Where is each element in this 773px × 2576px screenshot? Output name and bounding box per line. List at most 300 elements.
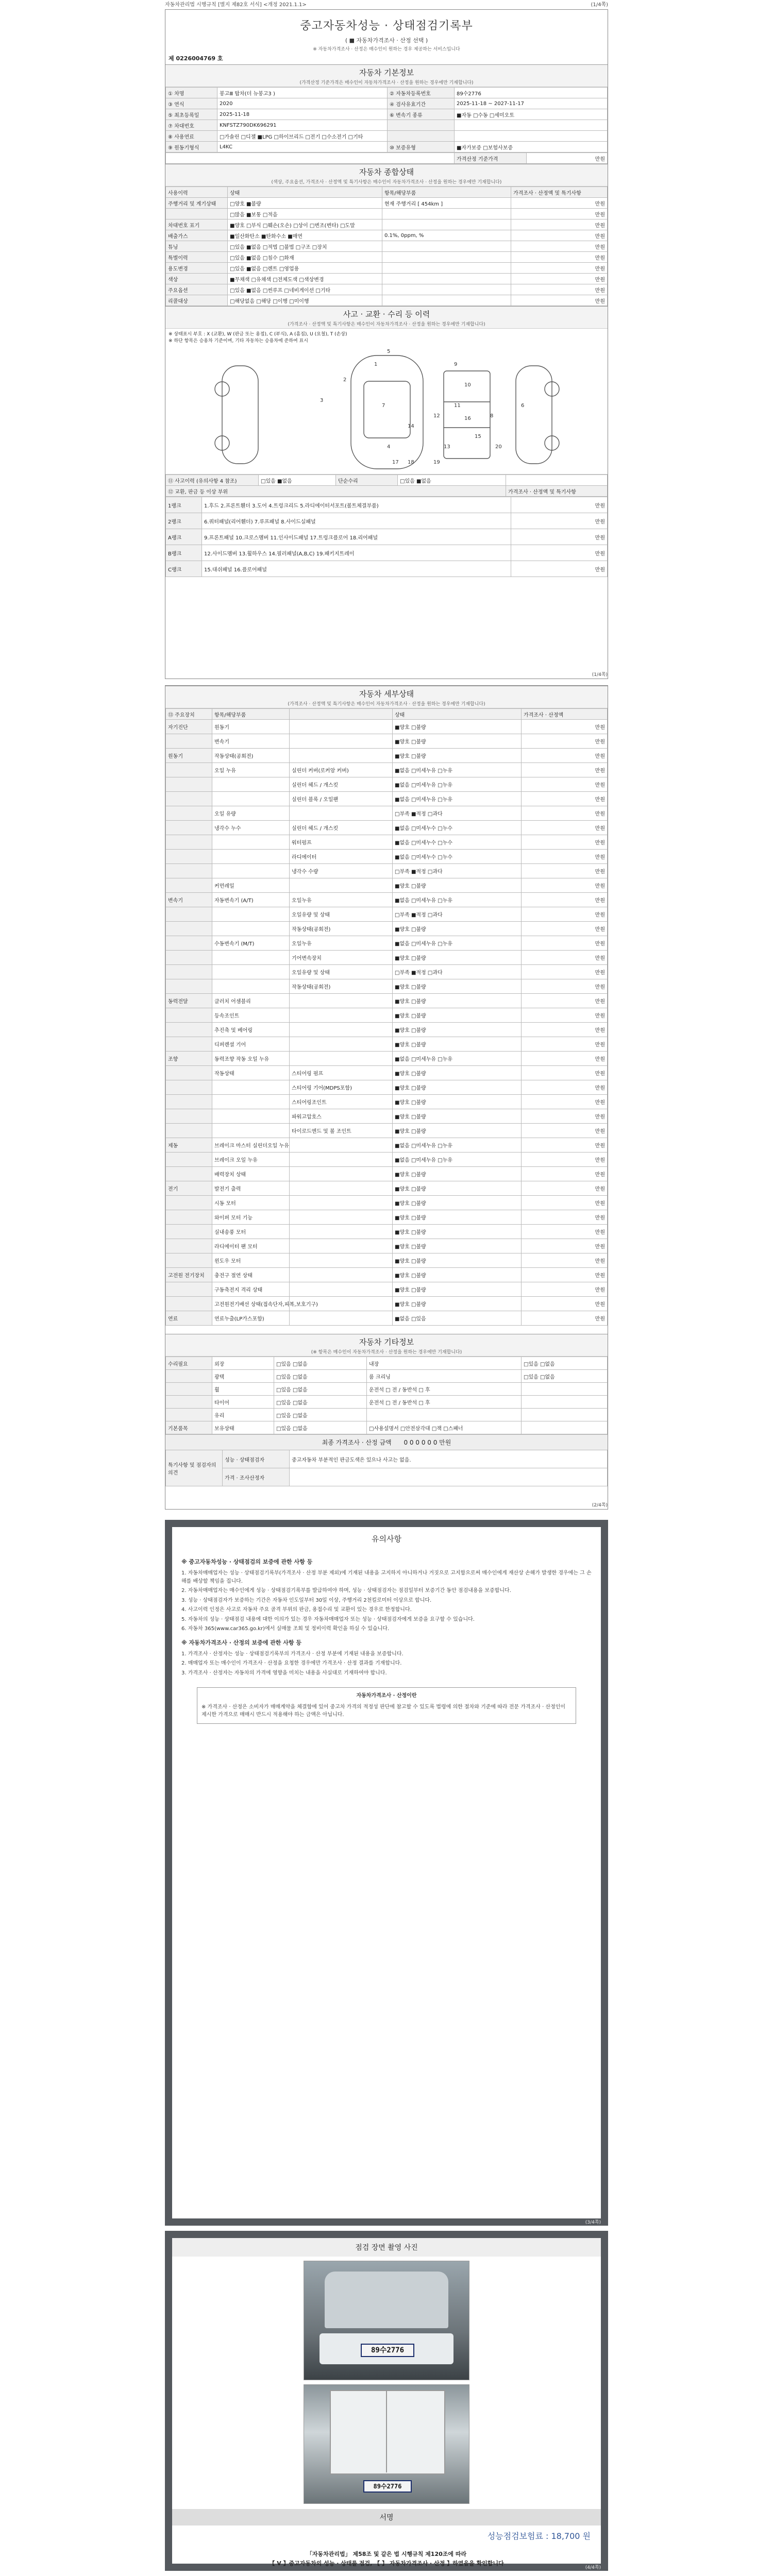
- group-label: 수리필요: [166, 1357, 212, 1370]
- top-bar: [165, 0, 608, 8]
- device-label: [166, 763, 212, 777]
- status-value: ■양호 □불량: [393, 1066, 522, 1080]
- status-value: ■양호 □불량: [393, 878, 522, 893]
- rear-plate: 89수2776: [363, 2480, 412, 2493]
- part-label: [290, 806, 393, 821]
- overall-row: [166, 263, 608, 274]
- item-label: 커먼레일: [212, 878, 290, 893]
- device-label: [166, 1196, 212, 1210]
- detail-row: [166, 1037, 608, 1052]
- device-label: [166, 1066, 212, 1080]
- car-diagram: [165, 345, 608, 474]
- rank-price: 만원: [511, 529, 608, 545]
- detail-value: 내장: [367, 1357, 522, 1370]
- price-value: 만원: [522, 763, 608, 777]
- detail-row: [166, 951, 608, 965]
- photos-title: 점검 장면 촬영 사진: [172, 2238, 601, 2257]
- rank-table: [165, 497, 608, 577]
- price-value: 만원: [522, 922, 608, 936]
- detail-row: [166, 850, 608, 864]
- item-value: [382, 284, 511, 295]
- notice-item: 2. 매매업자 또는 매수인이 가격조사 · 산정을 요청한 경우에만 가격조사 · 산정 결과를 기재합니다.: [181, 1660, 402, 1667]
- part-number-label: 8: [490, 413, 494, 419]
- item-value: [382, 252, 511, 263]
- item-label: [212, 951, 290, 965]
- col-price: 가격조사 · 산정액 및 특기사항: [511, 187, 608, 198]
- item-label: 브레이크 마스터 실린더오일 누유: [212, 1138, 290, 1153]
- part-label: 스티어링 기어(MDPS포함): [290, 1080, 393, 1095]
- status-value: ■없음 □미세누유 □누유: [393, 936, 522, 951]
- field-value: [455, 120, 608, 131]
- overall-row: [166, 274, 608, 284]
- item-label: 시동 모터: [212, 1196, 290, 1210]
- detail-row: [166, 835, 608, 850]
- price-value: 만원: [522, 1109, 608, 1124]
- price-value: 만원: [522, 864, 608, 878]
- detail-table: [165, 708, 608, 1326]
- field-label: [388, 131, 455, 142]
- item-label: 연료누출(LP가스포함): [212, 1311, 290, 1326]
- part-label: 오일유량 및 상태: [290, 965, 393, 979]
- overall-row: [166, 230, 608, 241]
- overall-row: [166, 219, 608, 230]
- status-value: ■양호 □불량: [393, 994, 522, 1008]
- rank-row: [166, 513, 608, 529]
- detail-row: [166, 878, 608, 893]
- item-label: [212, 1095, 290, 1109]
- rear-photo: [304, 2384, 469, 2504]
- part-label: [290, 1008, 393, 1023]
- basic-row: [166, 120, 608, 131]
- rank-items: 1.후드 2.프론트휀더 3.도어 4.트렁크리드 5.라디에이터서포트(볼트체결부품): [202, 497, 511, 513]
- item-label: 브레이크 오일 누유: [212, 1153, 290, 1167]
- status-value: □있음 ■없음 □적법 □불법 □구조 □장치: [228, 241, 382, 252]
- accident-table: [165, 474, 608, 497]
- status-value: □부족 ■적정 □과다: [393, 907, 522, 922]
- status-value: ■없음 □미세누수 □누수: [393, 835, 522, 850]
- notice-item: 3. 성능 · 상태점검자가 보증하는 기간은 자동차 인도일부터 30일 이상, 주행거리 2천킬로미터 이상으로 합니다.: [181, 1597, 432, 1603]
- status-value: ■양호 □불량: [393, 734, 522, 749]
- price-value: 만원: [522, 1080, 608, 1095]
- part-label: [290, 734, 393, 749]
- field-label: ⑩ 보증유형: [388, 142, 455, 152]
- overall-row: [166, 241, 608, 252]
- history-label: 색상: [166, 274, 228, 284]
- page-2: [165, 685, 608, 1510]
- overall-row: [166, 252, 608, 263]
- status-value: □있음 ■없음 □렌트 □영업용: [228, 263, 382, 274]
- document-subtitle: ( ■ 자동차가격조사 · 산정 선택 ): [345, 37, 428, 44]
- overall-section: [165, 164, 608, 187]
- car-side-right: [516, 366, 552, 464]
- legend: [165, 329, 608, 345]
- document-number: 제 0226004769 호: [169, 55, 223, 62]
- price-value: 만원: [522, 979, 608, 994]
- price-value: 만원: [511, 284, 608, 295]
- price-value: 만원: [522, 821, 608, 835]
- detail-row: [166, 1080, 608, 1095]
- status-value: ■양호 □불량: [393, 1109, 522, 1124]
- device-label: [166, 878, 212, 893]
- item-label: 자동변속기 (A/T): [212, 893, 290, 907]
- section-title: 자동차 기타정보: [359, 1337, 414, 1347]
- item-label: [212, 864, 290, 878]
- history-label: [166, 209, 228, 219]
- price-value: 만원: [511, 295, 608, 306]
- status-value: ■양호 □불량: [393, 1181, 522, 1196]
- item-label: [212, 835, 290, 850]
- detail-value: 운전석 □ 전 / 동반석 □ 후: [367, 1383, 522, 1396]
- field-label: ② 자동차등록번호: [388, 88, 455, 98]
- part-number-label: 16: [464, 416, 471, 421]
- appraisal-box: [197, 1687, 576, 1724]
- part-label: 타이로드엔드 및 볼 조인트: [290, 1124, 393, 1138]
- price-value: 만원: [522, 1023, 608, 1037]
- front-photo: [304, 2261, 469, 2380]
- status-value: ■양호 □불량: [393, 1210, 522, 1225]
- rank-price: 만원: [511, 561, 608, 577]
- basic-row: [166, 131, 608, 142]
- item-label: 라디에이터 팬 모터: [212, 1239, 290, 1253]
- status-value: ■양호 □불량: [393, 1037, 522, 1052]
- section-note: (가격조사 · 산정액 및 특기사항은 매수인이 자동차가격조사 · 산정을 원하는 경우에만 기재합니다): [288, 702, 485, 707]
- notice-heading-1: ※ 중고자동차성능 · 상태점검의 보증에 관한 사항 등: [181, 1558, 313, 1565]
- part-number-label: 14: [408, 423, 414, 429]
- page-1: [165, 9, 608, 679]
- item-label: 등속조인트: [212, 1008, 290, 1023]
- price-value: 만원: [511, 263, 608, 274]
- part-label: [290, 1239, 393, 1253]
- part-label: [290, 994, 393, 1008]
- status-value: ■양호 □부식 □훼손(오손) □상이 □변조(변타) □도말: [228, 219, 382, 230]
- detail-row: [166, 1008, 608, 1023]
- item-label: 오일 누유: [212, 763, 290, 777]
- item-label: 외장: [212, 1357, 274, 1370]
- col-status: 상태: [228, 187, 382, 198]
- rank-price: 만원: [511, 545, 608, 561]
- item-label: 변속기: [212, 734, 290, 749]
- part-number-label: 7: [382, 403, 385, 409]
- col-item: 항목/해당부품: [382, 187, 511, 198]
- accident-history-label: ⑪ 사고이력 (유의사항 4 참조): [166, 475, 259, 486]
- appraiser-label: 가격 · 조사산정자: [223, 1468, 290, 1486]
- part-label: 스티어링 펌프: [290, 1066, 393, 1080]
- part-number-label: 2: [343, 377, 347, 383]
- part-label: [290, 1196, 393, 1210]
- status-value: ■없음 □미세누유 □누유: [393, 763, 522, 777]
- item-value: [382, 263, 511, 274]
- part-number-label: 20: [495, 444, 502, 450]
- device-label: 연료: [166, 1311, 212, 1326]
- price-value: 만원: [522, 1282, 608, 1297]
- price-value: 만원: [522, 1239, 608, 1253]
- detail-row: [166, 1124, 608, 1138]
- section-note: (가격산정 기준가격은 매수인이 자동차가격조사 · 산정을 원하는 경우에만 기재합니다): [299, 80, 474, 86]
- device-label: [166, 806, 212, 821]
- status-value: □있음 □없음: [274, 1396, 367, 1409]
- device-label: 변속기: [166, 893, 212, 907]
- status-value: □해당없음 □해당 □이행 □미이행: [228, 295, 382, 306]
- overall-row: [166, 284, 608, 295]
- part-label: [290, 1253, 393, 1268]
- price-value: 만원: [522, 1210, 608, 1225]
- part-label: [290, 1052, 393, 1066]
- status-value: □있음 □없음: [274, 1383, 367, 1396]
- confirmation-line-1: 「자동차관리법」 제58조 및 같은 법 시행규칙 제120조에 따라: [306, 2551, 467, 2557]
- status-value: ■무채색 □유채색 □전체도색 □색상변경: [228, 274, 382, 284]
- detail-row: [166, 1297, 608, 1311]
- item-value: [382, 274, 511, 284]
- form-reference: 자동차관리법 시행규칙 [별지 제82호 서식] <개정 2021.1.1>: [165, 2, 307, 8]
- price-value: 만원: [522, 835, 608, 850]
- detail-row: [166, 1253, 608, 1268]
- detail-row: [166, 864, 608, 878]
- other-row: [166, 1357, 608, 1370]
- item-label: [212, 777, 290, 792]
- device-label: [166, 979, 212, 994]
- part-label: [290, 1037, 393, 1052]
- item-label: [212, 907, 290, 922]
- car-cabin: [364, 381, 410, 438]
- status-value: ■양호 □불량: [393, 979, 522, 994]
- price-value: 만원: [511, 230, 608, 241]
- field-value: 봉고Ⅲ 탑차(더 뉴봉고3 ): [217, 88, 388, 98]
- field-label: ③ 연식: [166, 98, 217, 109]
- item-value: [382, 219, 511, 230]
- rank-price: 만원: [511, 497, 608, 513]
- group-label: [166, 1409, 212, 1421]
- detail-value: 운전석 □ 전 / 동반석 □ 후: [367, 1396, 522, 1409]
- price-value: 만원: [522, 893, 608, 907]
- detail-row: [166, 893, 608, 907]
- other-row: [166, 1370, 608, 1383]
- part-label: [290, 1181, 393, 1196]
- part-label: 오일누유: [290, 936, 393, 951]
- other-row: [166, 1396, 608, 1409]
- item-value: 0.1%, 0ppm, %: [382, 230, 511, 241]
- part-label: [290, 749, 393, 763]
- item-label: 작동상태(공회전): [212, 749, 290, 763]
- field-label: ⑨ 원동기형식: [166, 142, 217, 152]
- final-price-value: 0 0 0 0 0 0 만원: [404, 1439, 451, 1446]
- item-label: 보유상태: [212, 1421, 274, 1434]
- status-value: ■양호 □불량: [393, 1167, 522, 1181]
- status-value: □부족 ■적정 □과다: [393, 965, 522, 979]
- section-note: (가격조사 · 산정액 및 특기사항은 매수인이 자동차가격조사 · 산정을 원하는 경우에만 기재합니다): [288, 322, 485, 327]
- price-value: 만원: [522, 907, 608, 922]
- col-price: 가격조사 · 산정액: [522, 709, 608, 720]
- detail-row: [166, 922, 608, 936]
- price-value: 만원: [522, 1052, 608, 1066]
- field-value: 89수2776: [455, 88, 608, 98]
- status-value: □있음 □없음: [274, 1370, 367, 1383]
- item-label: 윈도우 모터: [212, 1253, 290, 1268]
- price-value: 만원: [522, 1138, 608, 1153]
- price-value: 만원: [522, 1181, 608, 1196]
- overall-row: [166, 295, 608, 306]
- status-value: ■없음 □미세누유 □누유: [393, 777, 522, 792]
- item-label: 구동축전지 격리 상태: [212, 1282, 290, 1297]
- status-value: □많음 ■보통 □적음: [228, 209, 382, 219]
- detail-row: [166, 1282, 608, 1297]
- overall-row: [166, 209, 608, 219]
- special-table: [165, 1450, 608, 1486]
- item-label: [212, 922, 290, 936]
- overall-row: [166, 198, 608, 209]
- confirmation-note: [172, 2546, 601, 2572]
- group-label: 기본품목: [166, 1421, 212, 1434]
- cargo-box: [330, 2390, 445, 2475]
- price-value: 만원: [522, 749, 608, 763]
- group-label: [166, 1370, 212, 1383]
- price-value: 만원: [522, 806, 608, 821]
- device-label: [166, 1037, 212, 1052]
- accident-history-value: □있음 ■없음: [259, 475, 336, 486]
- rank-label: C랭크: [166, 561, 202, 577]
- detail-row: [166, 1311, 608, 1326]
- device-label: 전기: [166, 1181, 212, 1196]
- inspector-label: 성능 · 상태점검자: [223, 1450, 290, 1468]
- price-value: 만원: [522, 792, 608, 806]
- part-number-label: 17: [392, 460, 399, 465]
- field-value: 2025-11-18 ~ 2027-11-17: [455, 98, 608, 109]
- rank-label: B랭크: [166, 545, 202, 561]
- part-label: 실린더 헤드 / 개스킷: [290, 777, 393, 792]
- field-label: ① 차명: [166, 88, 217, 98]
- device-label: [166, 1167, 212, 1181]
- item-label: [212, 965, 290, 979]
- price-basis-table: [165, 152, 608, 164]
- status-value: ■없음 □미세누유 □누유: [393, 893, 522, 907]
- final-price: [165, 1434, 608, 1450]
- price-value: 만원: [522, 1268, 608, 1282]
- notice-heading-2: ※ 자동차가격조사 · 산정의 보증에 관한 사항 등: [181, 1639, 301, 1646]
- col-part: [290, 709, 393, 720]
- item-label: 클러치 어셈블리: [212, 994, 290, 1008]
- item-label: 작동상태: [212, 1066, 290, 1080]
- part-number-label: 12: [433, 413, 440, 419]
- notice-title: 유의사항: [372, 1534, 401, 1544]
- part-label: 파워고압호스: [290, 1109, 393, 1124]
- device-label: [166, 1080, 212, 1095]
- device-label: [166, 1153, 212, 1167]
- status-value: □있음 ■없음 □썬루프 □네비게이션 □기타: [228, 284, 382, 295]
- price-basis-label: 가격산정 기준가격: [455, 153, 527, 164]
- detail-row: [166, 1153, 608, 1167]
- status-value: ■없음 □미세누유 □누유: [393, 1052, 522, 1066]
- front-plate: 89수2776: [361, 2344, 414, 2357]
- part-number-label: 9: [454, 362, 458, 367]
- appraisal-box-title: 자동차가격조사 · 산정이란: [356, 1693, 417, 1699]
- history-label: 주요옵션: [166, 284, 228, 295]
- item-label: 타이어: [212, 1396, 274, 1409]
- device-label: [166, 951, 212, 965]
- rank-price: 만원: [511, 513, 608, 529]
- page-indicator: (1/4쪽): [591, 2, 608, 8]
- device-label: [166, 835, 212, 850]
- extra-value: [522, 1421, 608, 1434]
- price-value: 만원: [522, 936, 608, 951]
- field-label: ⑦ 차대번호: [166, 120, 217, 131]
- page-number: (1/4쪽): [592, 672, 608, 677]
- simple-repair-label: 단순수리: [336, 475, 398, 486]
- detail-row: [166, 1023, 608, 1037]
- device-label: 동력전달: [166, 994, 212, 1008]
- part-label: [290, 1268, 393, 1282]
- price-value: 만원: [522, 1253, 608, 1268]
- rank-row: [166, 529, 608, 545]
- section-note: (※ 항목은 매수인이 자동차가격조사 · 산정을 원하는 경우에만 기재합니다): [311, 1350, 462, 1355]
- field-value: 2025-11-18: [217, 109, 388, 120]
- status-value: ■양호 □불량: [393, 1297, 522, 1311]
- device-label: [166, 734, 212, 749]
- notice-item: 1. 가격조사 · 산정자는 성능 · 상태점검기록부의 가격조사 · 산정 부분에 기재된 내용을 보증합니다.: [181, 1651, 404, 1657]
- price-value: 만원: [522, 1124, 608, 1138]
- part-label: 작동상태(공회전): [290, 922, 393, 936]
- other-row: [166, 1383, 608, 1396]
- price-value: 만원: [522, 1066, 608, 1080]
- basic-row: [166, 109, 608, 120]
- photo-sheet: [172, 2238, 601, 2567]
- device-label: [166, 1124, 212, 1138]
- detail-row: [166, 1225, 608, 1239]
- price-value: 만원: [522, 878, 608, 893]
- part-label: 기어변속장치: [290, 951, 393, 965]
- legend-note: ※ 하단 항목은 승용차 기준이며, 기타 자동차는 승용차에 준하여 표시: [169, 338, 308, 344]
- item-label: 원동기: [212, 720, 290, 734]
- field-value: KNFSTZ790DK696291: [217, 120, 388, 131]
- appraisal-box-text: ※ 가격조사 · 산정은 소비자가 매매계약을 체결함에 있어 중고차 가격의 적정성 판단에 참고할 수 있도록 법령에 의한 절차와 기준에 따라 전문 가격조사 · 산정인이 제시한 가격으로 매매시 반드시 적용해야 하는 금액은 아닙니다.: [201, 1704, 566, 1718]
- price-value: 만원: [511, 241, 608, 252]
- item-label: 발전기 출력: [212, 1181, 290, 1196]
- device-label: [166, 821, 212, 835]
- price-value: 만원: [522, 1297, 608, 1311]
- status-value: □부족 ■적정 □과다: [393, 864, 522, 878]
- car-top: [351, 355, 423, 469]
- item-label: 유리: [212, 1409, 274, 1421]
- rank-row: [166, 561, 608, 577]
- detail-row: [166, 1268, 608, 1282]
- field-value: ■자가보증 □보험사보증: [455, 142, 608, 152]
- part-label: [290, 720, 393, 734]
- extra-value: [522, 1396, 608, 1409]
- history-label: 주행거리 및 계기상태: [166, 198, 228, 209]
- detail-row: [166, 936, 608, 951]
- item-value: [382, 209, 511, 219]
- status-value: ■양호 □불량: [393, 1225, 522, 1239]
- part-label: 오일유량 및 상태: [290, 907, 393, 922]
- part-number-label: 1: [374, 362, 378, 367]
- price-value: 만원: [522, 994, 608, 1008]
- inspector-opinion: 중고자동차 부분적인 판금도색은 있으나 사고는 없음.: [290, 1450, 608, 1468]
- price-value: 만원: [522, 1225, 608, 1239]
- price-value: 만원: [522, 734, 608, 749]
- detail-row: [166, 994, 608, 1008]
- basic-row: [166, 142, 608, 152]
- insurance-fee: 성능점검보험료 : 18,700 원: [487, 2531, 591, 2541]
- field-value: 2020: [217, 98, 388, 109]
- item-label: 광택: [212, 1370, 274, 1383]
- basic-row: [166, 88, 608, 98]
- device-label: [166, 936, 212, 951]
- rank-label: 2랭크: [166, 513, 202, 529]
- field-value: [455, 131, 608, 142]
- field-label: ⑤ 최초등록일: [166, 109, 217, 120]
- price-value: 만원: [511, 209, 608, 219]
- detail-row: [166, 734, 608, 749]
- detail-row: [166, 1066, 608, 1080]
- price-value: 만원: [522, 720, 608, 734]
